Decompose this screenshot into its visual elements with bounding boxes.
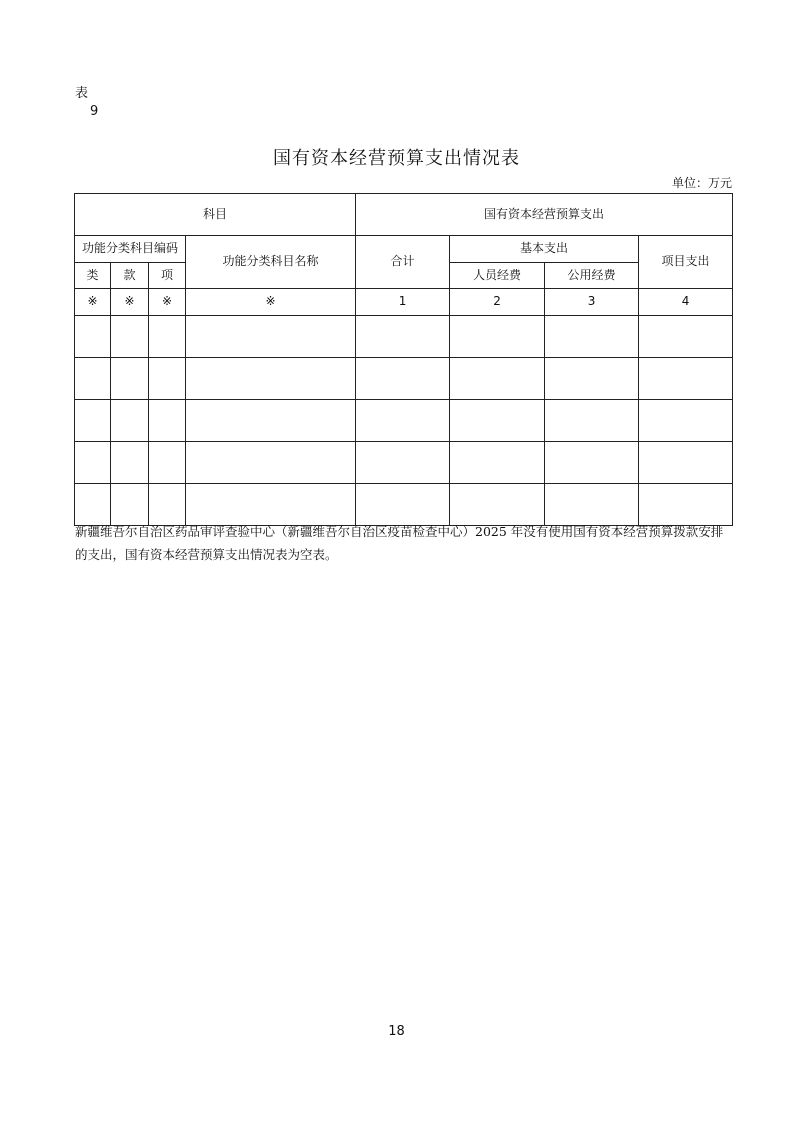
table-cell [186, 358, 356, 400]
table-cell [149, 442, 186, 484]
table-number: 9 [90, 104, 99, 119]
table-cell [545, 316, 639, 358]
table-cell [639, 442, 733, 484]
table-cell [450, 316, 545, 358]
header-kuan: 款 [111, 263, 149, 289]
table-cell [639, 400, 733, 442]
header-row-2 [75, 236, 733, 263]
page-number: 18 [388, 1024, 405, 1039]
empty-rows [75, 316, 733, 526]
table-cell [450, 400, 545, 442]
table-cell [356, 316, 450, 358]
header-project: 项目支出 [639, 236, 733, 289]
index-cell: ※ [186, 289, 356, 316]
unit-label: 单位：万元 [671, 176, 732, 190]
table-cell [186, 316, 356, 358]
table-cell [111, 442, 149, 484]
table-cell [75, 400, 111, 442]
note-text: 新疆维吾尔自治区药品审评查验中心（新疆维吾尔自治区疫苗检查中心）2025 年没有使用国有资本经营预算拨款安排的支出，国有资本经营预算支出情况表为空表。 [75, 524, 724, 562]
index-cell: 4 [639, 289, 733, 316]
table-row [75, 442, 733, 484]
index-cell: ※ [111, 289, 149, 316]
table-cell [149, 316, 186, 358]
table-cell [111, 358, 149, 400]
table-cell [356, 358, 450, 400]
index-cell: 2 [450, 289, 545, 316]
table-row [75, 316, 733, 358]
header-public: 公用经费 [545, 263, 639, 289]
table-cell [545, 442, 639, 484]
header-func-code: 功能分类科目编码 [75, 236, 186, 263]
table-cell [75, 358, 111, 400]
table-label: 表 [75, 86, 89, 101]
table-cell [75, 316, 111, 358]
table-cell [149, 400, 186, 442]
table-row [75, 358, 733, 400]
table-cell [356, 442, 450, 484]
index-cell: ※ [75, 289, 111, 316]
index-cell: ※ [149, 289, 186, 316]
table-cell [450, 442, 545, 484]
header-personnel: 人员经费 [450, 263, 545, 289]
index-cell: 1 [356, 289, 450, 316]
table-cell [149, 358, 186, 400]
header-row-1 [75, 194, 733, 236]
header-func-name: 功能分类科目名称 [186, 236, 356, 289]
header-basic: 基本支出 [450, 236, 639, 263]
expenditure-table [74, 193, 733, 526]
index-row [75, 289, 733, 316]
table-cell [545, 358, 639, 400]
table-cell [545, 400, 639, 442]
header-expenditure: 国有资本经营预算支出 [356, 194, 733, 236]
header-lei: 类 [75, 263, 111, 289]
table-cell [75, 442, 111, 484]
table-cell [111, 316, 149, 358]
table-cell [111, 400, 149, 442]
table-cell [639, 358, 733, 400]
table-cell [450, 358, 545, 400]
page-title: 国有资本经营预算支出情况表 [273, 148, 520, 169]
table-cell [356, 400, 450, 442]
index-cell: 3 [545, 289, 639, 316]
table-cell [639, 316, 733, 358]
table-cell [186, 400, 356, 442]
header-total: 合计 [356, 236, 450, 289]
table-row [75, 400, 733, 442]
header-subject: 科目 [75, 194, 356, 236]
table-cell [186, 442, 356, 484]
header-xiang: 项 [149, 263, 186, 289]
